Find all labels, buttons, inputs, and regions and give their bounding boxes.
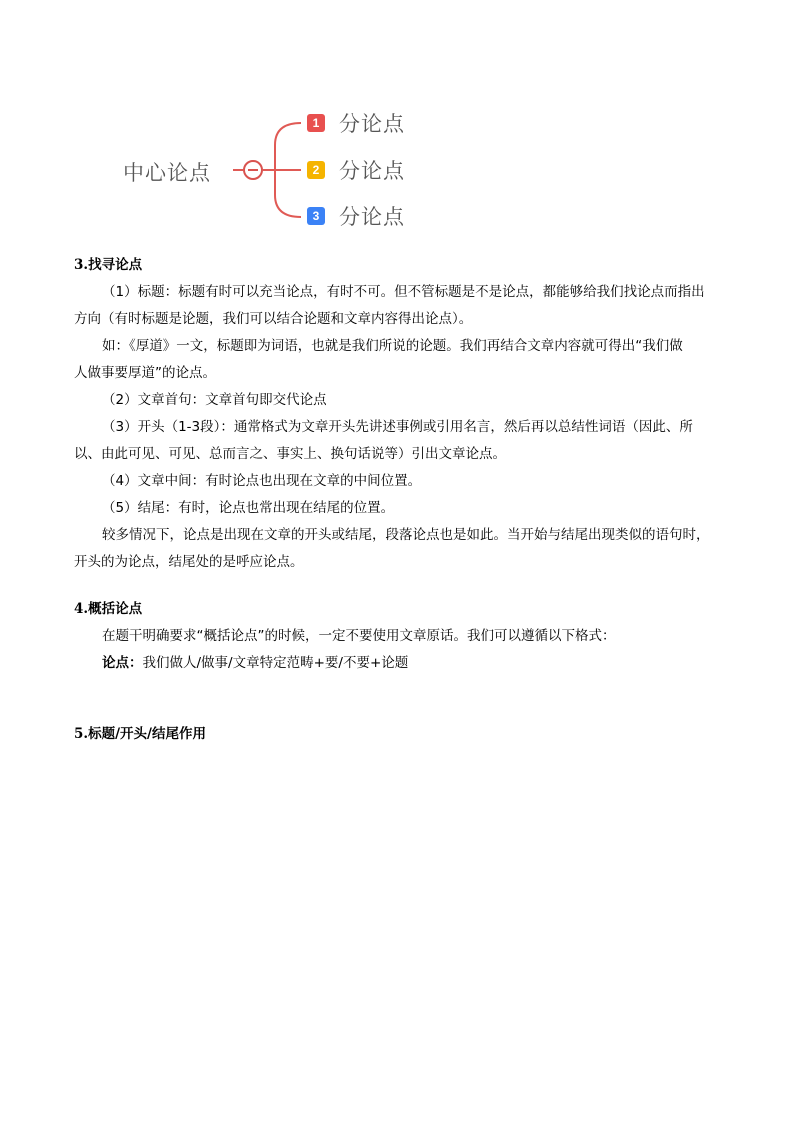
collapse-minus-icon[interactable] [243, 160, 263, 180]
paragraph-title-line1: （1）标题：标题有时可以充当论点，有时不可。但不管标题是不是论点，都能够给我们找论点而指出 [102, 284, 705, 300]
format-label: 论点： [102, 655, 143, 671]
section-heading-4: 4.概括论点 [74, 601, 143, 617]
paragraph-opening-line2: 以、由此可见、可见、总而言之、事实上、换句话说等）引出文章论点。 [74, 446, 506, 462]
section-heading-5: 5.标题/开头/结尾作用 [74, 726, 206, 742]
paragraph-first-sentence: （2）文章首句：文章首句即交代论点 [102, 392, 327, 408]
document-body [74, 252, 734, 748]
number-3-badge-icon: 3 [307, 207, 325, 225]
mindmap-diagram [115, 105, 425, 235]
paragraph-example-line1: 如：《厚道》一文，标题即为词语，也就是我们所说的论题。我们再结合文章内容就可得出“我们做 [102, 338, 683, 354]
mindmap-branch-2 [307, 157, 405, 183]
mindmap-branch-label: 分论点 [339, 205, 405, 229]
paragraph-ending: （5）结尾：有时，论点也常出现在结尾的位置。 [102, 500, 395, 516]
paragraph-example-line2: 人做事要厚道”的论点。 [74, 365, 216, 381]
paragraph-summary-line1: 较多情况下，论点是出现在文章的开头或结尾，段落论点也是如此。当开始与结尾出现类似的语句时， [102, 527, 710, 543]
paragraph-summarize: 在题干明确要求“概括论点”的时候，一定不要使用文章原话。我们可以遵循以下格式： [102, 628, 616, 644]
mindmap-center-node: 中心论点 [123, 161, 211, 185]
section-heading-3: 3.找寻论点 [74, 257, 143, 273]
paragraph-format [74, 650, 734, 677]
paragraph-summary-line2: 开头的为论点，结尾处的是呼应论点。 [74, 554, 304, 570]
number-1-badge-icon: 1 [307, 114, 325, 132]
number-2-badge-icon: 2 [307, 161, 325, 179]
format-text: 我们做人/做事/文章特定范畴+要/不要+论题 [142, 655, 409, 671]
paragraph-opening-line1: （3）开头（1-3段）：通常格式为文章开头先讲述事例或引用名言，然后再以总结性词语（因此、所 [102, 419, 693, 435]
paragraph-middle: （4）文章中间：有时论点也出现在文章的中间位置。 [102, 473, 422, 489]
paragraph-title-line2: 方向（有时标题是论题，我们可以结合论题和文章内容得出论点）。 [74, 311, 473, 327]
mindmap-branch-1 [307, 110, 405, 136]
mindmap-branch-3 [307, 203, 405, 229]
mindmap-branch-label: 分论点 [339, 159, 405, 183]
mindmap-branch-label: 分论点 [339, 112, 405, 136]
